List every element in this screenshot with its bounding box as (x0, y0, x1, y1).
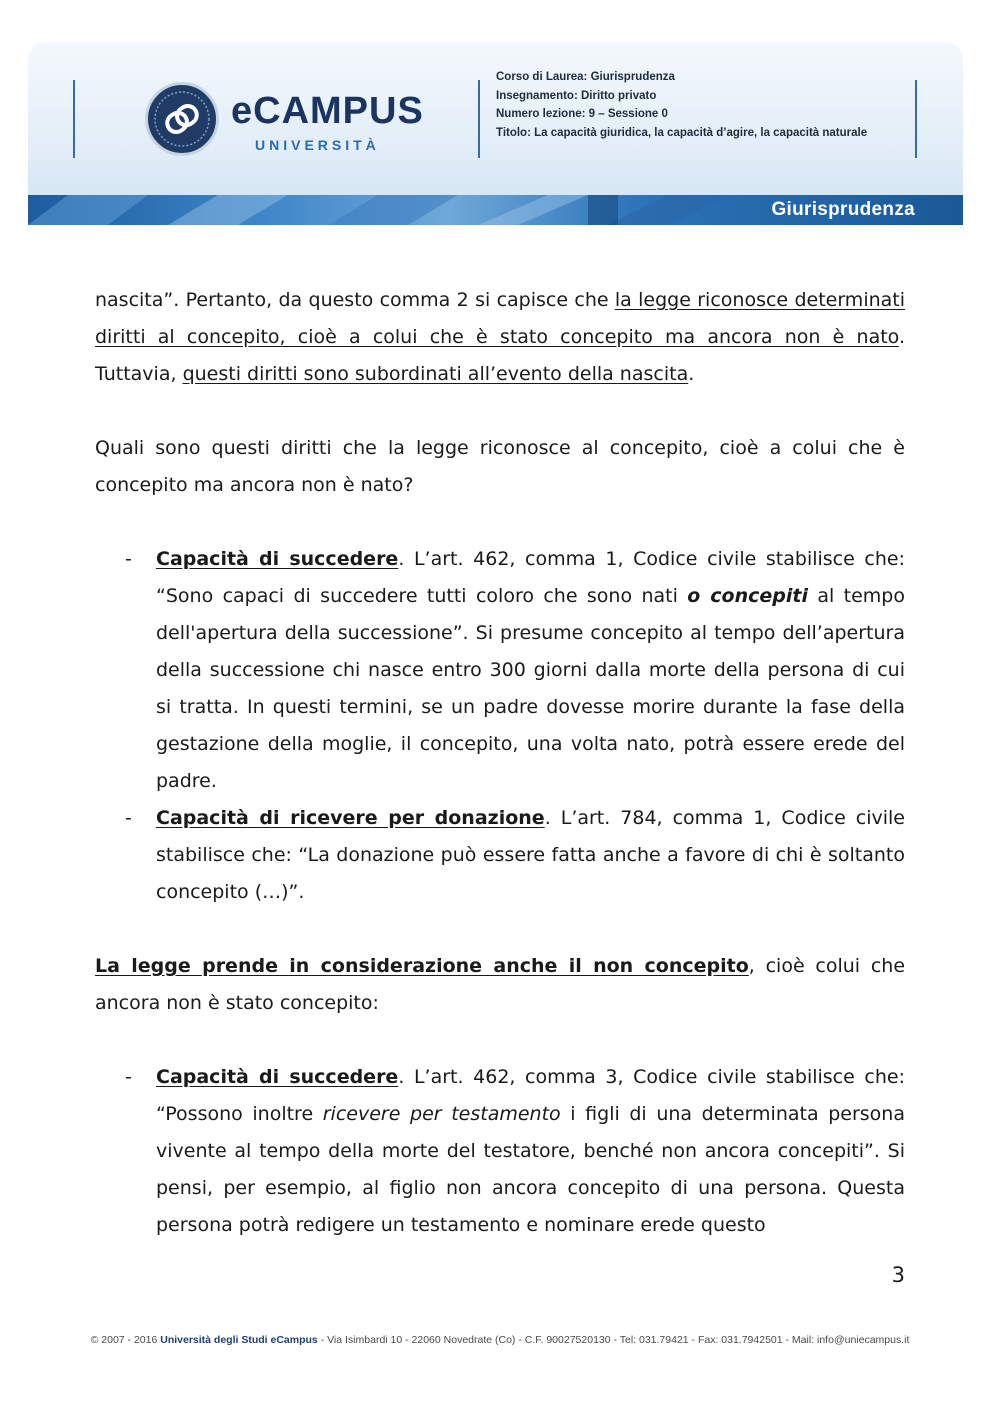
p1-text-c: . (688, 363, 695, 385)
p3-heading: La legge prende in considerazione anche il non concepito (95, 955, 749, 977)
list-item-heading: Capacità di ricevere per donazione (156, 807, 545, 829)
list-item-emphasis: o concepiti (687, 585, 808, 607)
p1-underlined-a: la legge riconosce determinati diritti al concepito, cioè a colui che è stato concepito ma ancora non è nato (95, 289, 906, 348)
list-item-text (156, 1059, 905, 1244)
paragraph-3 (95, 948, 905, 1022)
document-header (28, 42, 963, 225)
list-item (95, 800, 905, 911)
list-item-text-body: . L’art. 784, comma 1, Codice civile stabilisce che: “La donazione può essere fatta anche a favore di chi è soltanto concepito (…)”. (156, 807, 905, 903)
header-stripe (28, 195, 963, 225)
footer-copyright: © 2007 - 2016 (90, 1334, 161, 1346)
list-item-heading: Capacità di succedere (156, 1066, 399, 1088)
header-divider-middle (478, 80, 480, 158)
list-item-text-post: al tempo dell'apertura della successione”. Si presume concepito al tempo dell’apertura della successione chi nasce entro 300 giorni dalla morte della persona di cui si tratta. In questi termini, se un padre dovesse morire durante la fase della gestazione della moglie, il concepito, una volta nato, potrà essere erede del padre. (156, 585, 905, 792)
footer-university: Università degli Studi eCampus (160, 1334, 318, 1346)
teaching-label: Insegnamento: Diritto privato (496, 89, 657, 102)
list-item-text-post: i figli di una determinata persona vivente al tempo della morte del testatore, benché non ancora concepiti”. Si pensi, per esempio, al figlio non ancora concepito di una persona. Questa persona potrà redigere un testamento e nominare erede questo (156, 1103, 905, 1236)
p1-text-b: . Tuttavia, (95, 326, 905, 385)
list-item-text-pre: . L’art. 462, comma 1, Codice civile stabilisce che: “Sono capaci di succedere tutti coloro che sono nati (156, 548, 905, 607)
document-body (95, 282, 905, 1244)
logo-seal-icon (145, 82, 219, 156)
list-dash: - (125, 807, 132, 829)
logo-wordmark: eCAMPUS (231, 90, 424, 132)
course-info (496, 68, 936, 142)
faculty-label: Giurisprudenza (771, 199, 915, 220)
list-item-text-pre: . L’art. 462, comma 3, Codice civile stabilisce che: “Possono inoltre (156, 1066, 905, 1125)
list-item-heading: Capacità di succedere (156, 548, 399, 570)
list-dash: - (125, 1066, 132, 1088)
list-item-text (156, 541, 905, 800)
header-divider-left (73, 80, 75, 158)
list-dash: - (125, 548, 132, 570)
p3-text: , cioè colui che ancora non è stato concepito: (95, 955, 906, 1014)
p1-underlined-b: questi diritti sono subordinati all’evento della nascita (182, 363, 689, 385)
course-label: Corso di Laurea: Giurisprudenza (496, 71, 675, 83)
ecampus-logo (145, 82, 425, 172)
p1-text-a: nascita”. Pertanto, da questo comma 2 si capisce che (95, 289, 615, 311)
page-footer (0, 1334, 1000, 1346)
footer-contacts: - Via Isimbardi 10 - 22060 Novedrate (Co) - C.F. 90027520130 - Tel: 031.79421 - Fax: 031.7942501 - Mail: info@uniecampus.it (317, 1334, 910, 1346)
paragraph-1 (95, 282, 905, 393)
logo-subtitle: UNIVERSITÀ (255, 137, 380, 153)
list-item-text (156, 800, 905, 911)
lesson-label: Numero lezione: 9 – Sessione 0 (496, 108, 668, 120)
list-item (95, 1059, 905, 1244)
paragraph-2: Quali sono questi diritti che la legge riconosce al concepito, cioè a colui che è concepito ma ancora non è nato? (95, 437, 905, 496)
list-item (95, 541, 905, 800)
lesson-title: Titolo: La capacità giuridica, la capacità d’agire, la capacità naturale (496, 126, 868, 139)
page-number: 3 (891, 1263, 905, 1287)
list-item-emphasis: ricevere per testamento (322, 1103, 561, 1125)
